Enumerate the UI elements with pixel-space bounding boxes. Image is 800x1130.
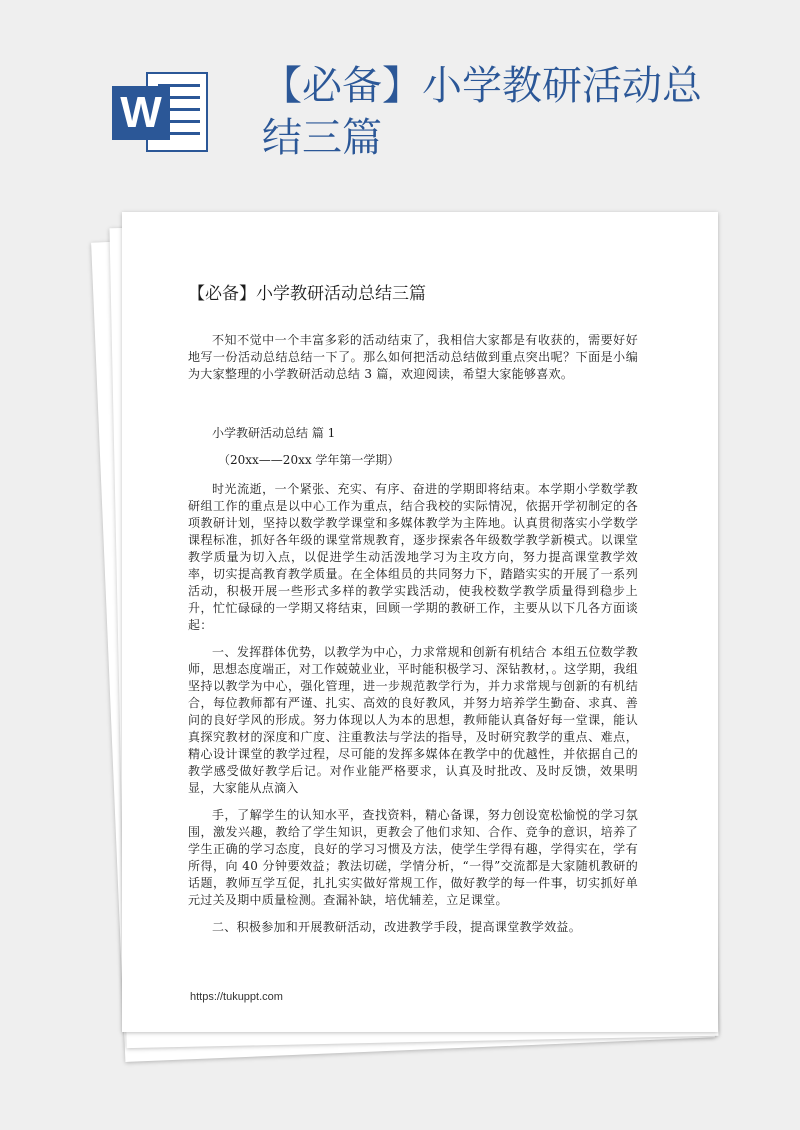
banner-title: 【必备】小学教研活动总结三篇 xyxy=(262,63,702,161)
banner xyxy=(0,0,800,200)
term-label: （20xx——20xx 学年第一学期） xyxy=(218,453,400,467)
footer-url: https://tukuppt.com xyxy=(190,991,283,1003)
body-paragraph: 手，了解学生的认知水平，查找资料，精心备课，努力创设宽松愉悦的学习氛围，激发兴趣，教给了学生知识，更教会了他们求知、合作、竞争的意识，培养了学生正确的学习态度，良好的学习习惯及方法，使学生学得有趣，学得实在，学有所得，向 40 分钟要效益；教法切磋，学情分析，“一得”交流都是大家随机教研的话题，教师互学互促，扎扎实实做好常规工作，做好教学的每一件事，切实抓好单元过关及期中质量检测。查漏补缺，培优辅差，立足课堂。 xyxy=(188,808,638,907)
intro-paragraph: 不知不觉中一个丰富多彩的活动结束了，我相信大家都是有收获的，需要好好地写一份活动总结总结一下了。那么如何把活动总结做到重点突出呢？下面是小编为大家整理的小学教研活动总结 3 篇，欢迎阅读，希望大家能够喜欢。 xyxy=(188,333,638,381)
document-title: 【必备】小学教研活动总结三篇 xyxy=(188,284,426,304)
document-content xyxy=(188,282,638,936)
section-heading: 小学教研活动总结 篇 1 xyxy=(212,426,336,440)
body-paragraph: 一、发挥群体优势，以教学为中心，力求常规和创新有机结合 本组五位数学教师，思想态度端正，对工作兢兢业业，平时能积极学习、深钻教材，。这学期，我组坚持以教学为中心，强化管理，进一步规范教学行为，并力求常规与创新的有机结合，每位教师都有严谨、扎实、高效的良好教风，并努力培养学生勤奋、求真、善问的良好学风的形成。努力体现以人为本的思想，教师能认真备好每一堂课，能认真探究教材的深度和广度、注重教法与学法的指导，及时研究教学的重点、难点，精心设计课堂的教学过程，尽可能的发挥多媒体在教学中的优越性，并依据自己的教学感受做好教学后记。对作业能严格要求，认真及时批改、及时反馈，效果明显，大家能从点滴入 xyxy=(188,645,638,795)
body-paragraph: 二、积极参加和开展教研活动，改进教学手段，提高课堂教学效益。 xyxy=(212,920,582,934)
word-letter-icon: W xyxy=(112,86,170,140)
word-icon xyxy=(108,62,213,162)
body-paragraph: 时光流逝，一个紧张、充实、有序、奋进的学期即将结束。本学期小学数学教研组工作的重点是以中心工作为重点，结合我校的实际情况，依据开学初制定的各项教研计划，坚持以数学教学课堂和多媒体教学为主阵地。认真贯彻落实小学数学课程标准，抓好各年级的课堂常规教育，逐步探索各年级数学教学新模式。以课堂教学质量为切入点，以促进学生动活泼地学习为主攻方向，努力提高课堂教学效率，切实提高教育教学质量。在全体组员的共同努力下，踏踏实实的开展了一系列活动，积极开展一些形式多样的教学实践活动，使我校数学教学质量得到稳步上升，忙忙碌碌的一学期又将结束，回顾一学期的教研工作，主要从以下几各方面谈起： xyxy=(188,482,638,632)
